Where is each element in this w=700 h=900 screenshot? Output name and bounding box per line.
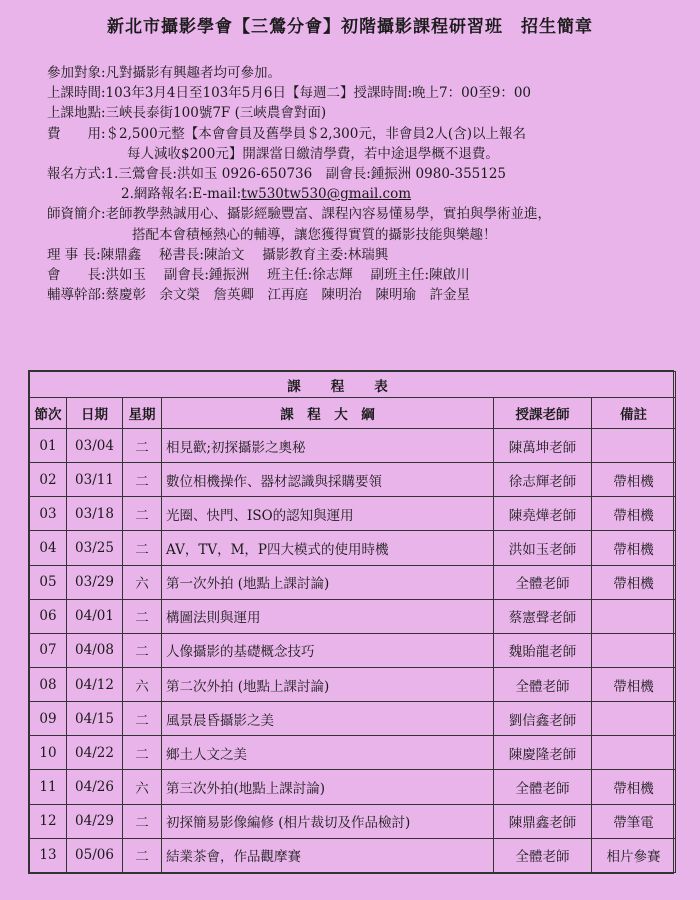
- table-row: [30, 804, 676, 838]
- schedule-table: [28, 370, 674, 874]
- cell-topic: 數位相機操作、器材認識與採購要領: [162, 463, 494, 497]
- cell-date: 04/15: [67, 702, 123, 736]
- table-row: [30, 770, 676, 804]
- cell-no: 08: [30, 667, 67, 701]
- cell-weekday: 二: [123, 804, 162, 838]
- info-board: 理 事 長:陳鼎鑫 秘書長:陳詒文 攝影教育主委:林瑞興: [47, 246, 389, 263]
- cell-teacher: 蔡憲聲老師: [494, 599, 592, 633]
- table-row: [30, 429, 676, 463]
- cell-topic: 風景晨昏攝影之美: [162, 702, 494, 736]
- info-signup-online: [47, 184, 677, 204]
- info-time: 上課時間:103年3月4日至103年5月6日【每週二】授課時間:晚上7：00至9：00: [47, 85, 532, 102]
- cell-weekday: 六: [123, 565, 162, 599]
- info-target: 參加對象:凡對攝影有興趣者均可參加。: [47, 65, 282, 81]
- cell-note: [592, 702, 676, 736]
- cell-date: 04/29: [67, 804, 123, 838]
- info-place: 上課地點:三峽長泰街100號7F (三峽農會對面): [47, 105, 327, 122]
- table-row: [30, 497, 676, 531]
- cell-no: 09: [30, 702, 67, 736]
- table-row: [30, 463, 676, 497]
- table-row: [30, 531, 676, 565]
- table-row: [30, 667, 676, 701]
- cell-weekday: 六: [123, 667, 162, 701]
- cell-note: 帶相機: [592, 463, 676, 497]
- cell-topic: 第一次外拍 (地點上課討論): [162, 565, 494, 599]
- cell-teacher: 全體老師: [494, 770, 592, 804]
- table-row: [30, 702, 676, 736]
- cell-note: [592, 429, 676, 463]
- cell-no: 13: [30, 838, 67, 872]
- cell-teacher: 陳鼎鑫老師: [494, 804, 592, 838]
- cell-note: 帶相機: [592, 565, 676, 599]
- cell-topic: 構圖法則與運用: [162, 599, 494, 633]
- cell-date: 04/26: [67, 770, 123, 804]
- signup-online-label: 2.網路報名:E-mail:: [121, 186, 242, 203]
- cell-no: 07: [30, 633, 67, 667]
- cell-no: 06: [30, 599, 67, 633]
- info-teachers: 師資簡介:老師教學熱誠用心、攝影經驗豐富、課程內容易懂易學，實拍與學術並進，: [47, 206, 552, 223]
- schedule-caption: 課程表: [30, 372, 676, 398]
- info-signup: 報名方式:1.三鶯會長:洪如玉 0926-650736 副會長:鍾振洲 0980-355125: [47, 166, 507, 183]
- cell-topic: 第二次外拍 (地點上課討論): [162, 667, 494, 701]
- cell-teacher: 陳萬坤老師: [494, 429, 592, 463]
- cell-weekday: 二: [123, 429, 162, 463]
- cell-date: 04/22: [67, 736, 123, 770]
- cell-topic: 第三次外拍(地點上課討論): [162, 770, 494, 804]
- cell-weekday: 六: [123, 770, 162, 804]
- header-note: 備註: [592, 398, 676, 429]
- cell-teacher: 魏貽龍老師: [494, 633, 592, 667]
- table-row: [30, 838, 676, 872]
- info-fee-cont: 每人減收$200元】開課當日繳清學費，若中途退學概不退費。: [127, 145, 499, 162]
- cell-note: [592, 599, 676, 633]
- cell-date: 04/01: [67, 599, 123, 633]
- cell-no: 10: [30, 736, 67, 770]
- table-row: [30, 633, 676, 667]
- cell-topic: 人像攝影的基礎概念技巧: [162, 633, 494, 667]
- cell-topic: 初探簡易影像編修 (相片裁切及作品檢討): [162, 804, 494, 838]
- cell-weekday: 二: [123, 497, 162, 531]
- header-weekday: 星期: [123, 398, 162, 429]
- cell-weekday: 二: [123, 838, 162, 872]
- cell-no: 05: [30, 565, 67, 599]
- cell-weekday: 二: [123, 463, 162, 497]
- cell-date: 04/12: [67, 667, 123, 701]
- enrollment-info: [47, 63, 677, 305]
- cell-topic: 鄉土人文之美: [162, 736, 494, 770]
- cell-weekday: 二: [123, 531, 162, 565]
- cell-note: 帶相機: [592, 531, 676, 565]
- info-staff: 輔導幹部:蔡慶彰 余文榮 詹英卿 江再庭 陳明治 陳明瑜 許金星: [47, 287, 471, 304]
- header-outline: 課 程 大 綱: [162, 398, 494, 429]
- cell-no: 12: [30, 804, 67, 838]
- cell-date: 04/08: [67, 633, 123, 667]
- cell-teacher: 陳慶隆老師: [494, 736, 592, 770]
- cell-topic: 光圈、快門、ISO的認知與運用: [162, 497, 494, 531]
- cell-note: 帶相機: [592, 770, 676, 804]
- email-link[interactable]: tw530tw530@gmail.com: [241, 186, 412, 203]
- header-teacher: 授課老師: [494, 398, 592, 429]
- cell-no: 04: [30, 531, 67, 565]
- cell-teacher: 洪如玉老師: [494, 531, 592, 565]
- cell-date: 03/25: [67, 531, 123, 565]
- cell-date: 03/11: [67, 463, 123, 497]
- cell-no: 02: [30, 463, 67, 497]
- cell-note: 帶相機: [592, 667, 676, 701]
- cell-teacher: 全體老師: [494, 667, 592, 701]
- cell-teacher: 全體老師: [494, 565, 592, 599]
- cell-note: [592, 736, 676, 770]
- info-fee: 費 用:＄2,500元整【本會會員及舊學員＄2,300元，非會員2人(含)以上報名: [47, 125, 526, 142]
- header-no: 節次: [30, 398, 67, 429]
- cell-date: 05/06: [67, 838, 123, 872]
- cell-note: [592, 633, 676, 667]
- cell-note: 帶筆電: [592, 804, 676, 838]
- page-title: 新北市攝影學會【三鶯分會】初階攝影課程研習班 招生簡章: [107, 17, 593, 37]
- cell-date: 03/29: [67, 565, 123, 599]
- cell-weekday: 二: [123, 702, 162, 736]
- cell-topic: AV，TV，M，P四大模式的使用時機: [162, 531, 494, 565]
- cell-weekday: 二: [123, 736, 162, 770]
- table-row: [30, 736, 676, 770]
- cell-teacher: 劉信鑫老師: [494, 702, 592, 736]
- cell-date: 03/18: [67, 497, 123, 531]
- cell-teacher: 徐志輝老師: [494, 463, 592, 497]
- cell-teacher: 全體老師: [494, 838, 592, 872]
- header-date: 日期: [67, 398, 123, 429]
- cell-no: 03: [30, 497, 67, 531]
- cell-weekday: 二: [123, 633, 162, 667]
- cell-topic: 相見歡;初探攝影之奧秘: [162, 429, 494, 463]
- cell-date: 03/04: [67, 429, 123, 463]
- cell-note: 帶相機: [592, 497, 676, 531]
- cell-note: 相片參賽: [592, 838, 676, 872]
- cell-topic: 結業茶會，作品觀摩賽: [162, 838, 494, 872]
- table-row: [30, 565, 676, 599]
- info-teachers-cont: 搭配本會積極熱心的輔導，讓您獲得實質的攝影技能與樂趣！: [132, 226, 497, 243]
- info-president: 會 長:洪如玉 副會長:鍾振洲 班主任:徐志輝 副班主任:陳啟川: [47, 267, 470, 284]
- table-row: [30, 599, 676, 633]
- cell-teacher: 陳堯燁老師: [494, 497, 592, 531]
- cell-weekday: 二: [123, 599, 162, 633]
- cell-no: 01: [30, 429, 67, 463]
- cell-no: 11: [30, 770, 67, 804]
